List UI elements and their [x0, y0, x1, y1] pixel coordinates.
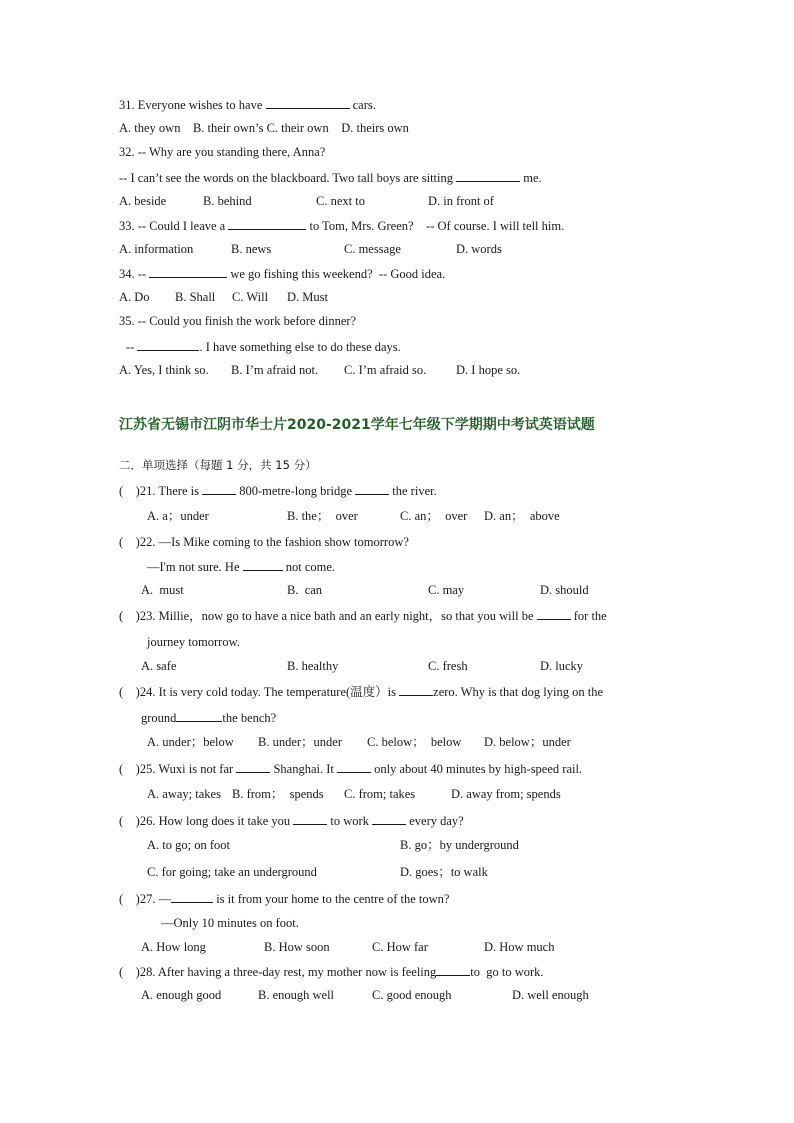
- q27-option-c[interactable]: C. How far: [372, 940, 428, 954]
- q23-option-c[interactable]: C. fresh: [428, 659, 468, 673]
- q24-option-b[interactable]: B. under；under: [258, 735, 343, 749]
- q22-option-a[interactable]: A. must: [141, 583, 184, 597]
- q32-option-b[interactable]: B. behind: [203, 194, 252, 208]
- q21-option-c[interactable]: C. an； over: [400, 509, 468, 523]
- q24-stem: ( )24. It is very cold today. The temperature(温度）is zero. Why is that dog lying on the: [119, 685, 604, 699]
- q27-line2: —Only 10 minutes on foot.: [161, 916, 299, 930]
- section-heading: 二．单项选择（每题 1 分，共 15 分）: [119, 458, 317, 472]
- q23-line2: journey tomorrow.: [147, 635, 240, 649]
- answer-blank[interactable]: [537, 609, 571, 620]
- q27-option-a[interactable]: A. How long: [141, 940, 206, 954]
- q25-option-c[interactable]: C. from; takes: [344, 787, 416, 801]
- answer-paren[interactable]: ( ): [119, 484, 140, 498]
- q28-option-c[interactable]: C. good enough: [372, 988, 452, 1002]
- answer-blank[interactable]: [266, 98, 350, 109]
- q28-stem: ( )28. After having a three-day rest, my mother now is feeling to go to work.: [119, 965, 544, 979]
- answer-blank[interactable]: [236, 762, 270, 773]
- q22-stem: ( )22. —Is Mike coming to the fashion show tomorrow?: [119, 535, 409, 549]
- answer-paren[interactable]: ( ): [119, 814, 140, 828]
- option-d[interactable]: D. theirs own: [341, 121, 409, 135]
- answer-paren[interactable]: ( ): [119, 762, 140, 776]
- answer-blank[interactable]: [436, 965, 470, 976]
- q22-option-c[interactable]: C. may: [428, 583, 465, 597]
- q31-stem: 31. Everyone wishes to have cars.: [119, 98, 376, 112]
- q35-option-c[interactable]: C. I’m afraid so.: [344, 363, 427, 377]
- answer-blank[interactable]: [337, 762, 371, 773]
- q24-option-a[interactable]: A. under；below: [147, 735, 234, 749]
- q27-option-b[interactable]: B. How soon: [264, 940, 330, 954]
- q31-options: [119, 122, 409, 135]
- q26-option-b[interactable]: B. go；by underground: [400, 838, 519, 852]
- q28-option-d[interactable]: D. well enough: [512, 988, 589, 1002]
- q26-option-a[interactable]: A. to go; on foot: [147, 838, 230, 852]
- q21-option-b[interactable]: B. the； over: [287, 509, 358, 523]
- answer-blank[interactable]: [372, 814, 406, 825]
- q22-option-b[interactable]: B. can: [287, 583, 323, 597]
- q22-option-d[interactable]: D. should: [540, 583, 589, 597]
- q32-line2: -- I can’t see the words on the blackboard. Two tall boys are sitting me.: [119, 171, 542, 185]
- q25-option-b[interactable]: B. from； spends: [232, 787, 324, 801]
- option-b[interactable]: B. their own’s: [192, 121, 264, 135]
- q28-option-b[interactable]: B. enough well: [258, 988, 335, 1002]
- answer-paren[interactable]: ( ): [119, 535, 140, 549]
- q33-option-d[interactable]: D. words: [456, 242, 502, 256]
- answer-blank[interactable]: [399, 685, 433, 696]
- answer-blank[interactable]: [355, 484, 389, 495]
- q21-stem: ( )21. There is 800-metre-long bridge the river.: [119, 484, 437, 498]
- q33-option-a[interactable]: A. information: [119, 242, 194, 256]
- q34-option-a[interactable]: A. Do: [119, 290, 150, 304]
- q34-option-c[interactable]: C. Will: [232, 290, 269, 304]
- q23-stem: ( )23. Millie，now go to have a nice bath and an early night，so that you will be for the: [119, 609, 607, 623]
- q22-line2: —I'm not sure. He not come.: [147, 560, 336, 574]
- q33-stem: 33. -- Could I leave a to Tom, Mrs. Green? -- Of course. I will tell him.: [119, 219, 565, 233]
- q27-stem: ( )27. — is it from your home to the centre of the town?: [119, 892, 450, 906]
- q33-option-c[interactable]: C. message: [344, 242, 401, 256]
- option-c[interactable]: C. their own: [266, 121, 329, 135]
- option-a[interactable]: A. they own: [119, 121, 181, 135]
- q26-option-c[interactable]: C. for going; take an underground: [147, 865, 317, 879]
- answer-paren[interactable]: ( ): [119, 965, 140, 979]
- q25-option-a[interactable]: A. away; takes: [147, 787, 221, 801]
- q26-stem: ( )26. How long does it take you to work every day?: [119, 814, 464, 828]
- answer-blank[interactable]: [137, 340, 199, 351]
- q24-line2: ground the bench?: [141, 711, 277, 725]
- q34-stem: 34. -- we go fishing this weekend? -- Good idea.: [119, 267, 446, 281]
- q23-option-b[interactable]: B. healthy: [287, 659, 339, 673]
- answer-blank[interactable]: [176, 711, 222, 722]
- q24-option-c[interactable]: C. below； below: [367, 735, 462, 749]
- exam-title: 江苏省无锡市江阴市华士片2020-2021学年七年级下学期期中考试英语试题: [119, 417, 595, 433]
- q35-stem: 35. -- Could you finish the work before dinner?: [119, 314, 357, 328]
- q32-option-c[interactable]: C. next to: [316, 194, 365, 208]
- q32-option-a[interactable]: A. beside: [119, 194, 167, 208]
- q27-option-d[interactable]: D. How much: [484, 940, 555, 954]
- answer-blank[interactable]: [202, 484, 236, 495]
- answer-blank[interactable]: [243, 560, 283, 571]
- q32-option-d[interactable]: D. in front of: [428, 194, 494, 208]
- answer-blank[interactable]: [171, 892, 213, 903]
- q21-option-a[interactable]: A. a；under: [147, 509, 209, 523]
- answer-blank[interactable]: [228, 219, 306, 230]
- q25-option-d[interactable]: D. away from; spends: [451, 787, 561, 801]
- q35-option-d[interactable]: D. I hope so.: [456, 363, 521, 377]
- q24-option-d[interactable]: D. below；under: [484, 735, 571, 749]
- q34-option-b[interactable]: B. Shall: [175, 290, 216, 304]
- answer-blank[interactable]: [149, 267, 227, 278]
- q35-line2: -- . I have something else to do these days.: [126, 340, 401, 354]
- answer-blank[interactable]: [456, 171, 520, 182]
- answer-paren[interactable]: ( ): [119, 609, 140, 623]
- q35-option-a[interactable]: A. Yes, I think so.: [119, 363, 209, 377]
- q25-stem: ( )25. Wuxi is not far Shanghai. It only about 40 minutes by high-speed rail.: [119, 762, 583, 776]
- answer-blank[interactable]: [293, 814, 327, 825]
- q33-option-b[interactable]: B. news: [231, 242, 272, 256]
- q34-option-d[interactable]: D. Must: [287, 290, 328, 304]
- q28-option-a[interactable]: A. enough good: [141, 988, 222, 1002]
- q21-option-d[interactable]: D. an； above: [484, 509, 560, 523]
- q26-option-d[interactable]: D. goes；to walk: [400, 865, 488, 879]
- q32-stem: 32. -- Why are you standing there, Anna?: [119, 145, 326, 159]
- q35-option-b[interactable]: B. I’m afraid not.: [231, 363, 319, 377]
- answer-paren[interactable]: ( ): [119, 892, 140, 906]
- q23-option-a[interactable]: A. safe: [141, 659, 177, 673]
- q23-option-d[interactable]: D. lucky: [540, 659, 584, 673]
- answer-paren[interactable]: ( ): [119, 685, 140, 699]
